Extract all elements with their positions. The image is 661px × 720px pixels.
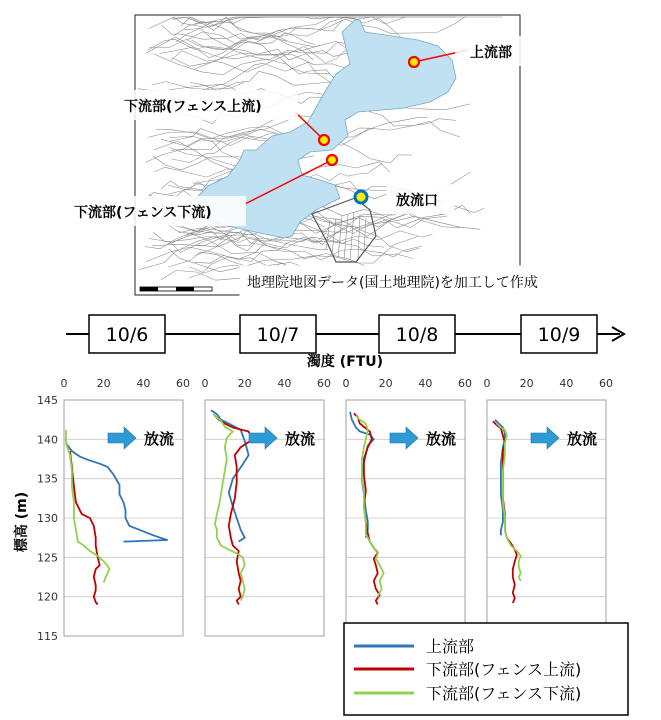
x-tick-label: 40 — [136, 377, 151, 390]
series-line-fence-up — [70, 451, 100, 604]
marker-fence-up — [319, 135, 329, 145]
map-credit: 地理院地図データ(国土地理院)を加工して作成 — [247, 275, 538, 291]
x-tick-label: 0 — [201, 377, 209, 390]
map-scale-bar — [140, 287, 212, 291]
map-label-fence-down: 下流部(フェンス下流) — [74, 205, 212, 221]
chart-title: 濁度 (FTU) — [306, 354, 384, 370]
marker-fence-down — [327, 155, 337, 165]
legend-label-fence-up: 下流部(フェンス上流) — [426, 660, 582, 679]
series-line-fence-down — [213, 414, 245, 600]
y-axis-label: 標高 (m) — [14, 491, 30, 553]
panel-1 — [37, 377, 190, 643]
y-tick-label: 135 — [37, 472, 58, 486]
x-tick-label: 20 — [237, 377, 252, 390]
map-label-outlet: 放流口 — [396, 193, 438, 209]
x-tick-label: 60 — [176, 377, 190, 390]
release-label: 放流 — [567, 430, 598, 448]
series-line-fence-up — [354, 413, 380, 604]
release-arrow-icon — [390, 427, 418, 449]
legend-label-upstream: 上流部 — [426, 637, 475, 656]
chart-panels — [37, 377, 613, 643]
date-label-3: 10/8 — [395, 324, 439, 346]
y-tick-label: 115 — [37, 630, 58, 643]
y-tick-label: 125 — [37, 551, 58, 565]
y-tick-label: 145 — [37, 394, 58, 407]
x-tick-label: 60 — [599, 377, 613, 390]
x-tick-label: 0 — [60, 377, 68, 390]
x-tick-label: 20 — [96, 377, 111, 390]
legend — [344, 623, 628, 715]
y-tick-label: 130 — [37, 512, 58, 525]
panel-3 — [343, 377, 473, 636]
x-tick-label: 40 — [277, 377, 292, 390]
release-label: 放流 — [285, 430, 316, 448]
x-tick-label: 0 — [342, 377, 350, 390]
release-arrow-icon — [531, 427, 559, 449]
x-tick-label: 60 — [317, 377, 331, 390]
series-line-fence-down — [66, 430, 110, 583]
series-line-upstream — [66, 443, 167, 541]
panel-4 — [484, 377, 614, 636]
marker-outlet — [355, 191, 367, 203]
release-arrow-icon — [249, 427, 277, 449]
legend-label-fence-down: 下流部(フェンス下流) — [426, 684, 582, 703]
marker-upstream — [409, 57, 419, 67]
timeline — [66, 315, 624, 353]
x-tick-label: 60 — [458, 377, 472, 390]
map — [66, 15, 538, 295]
release-label: 放流 — [426, 430, 457, 448]
date-label-2: 10/7 — [256, 324, 300, 346]
x-tick-label: 20 — [378, 377, 393, 390]
y-tick-label: 120 — [37, 590, 58, 604]
release-label: 放流 — [144, 430, 175, 448]
x-tick-label: 40 — [418, 377, 433, 390]
map-label-upstream: 上流部 — [470, 45, 512, 61]
x-tick-label: 0 — [483, 377, 491, 390]
x-tick-label: 20 — [519, 377, 534, 390]
panel-2 — [202, 377, 332, 636]
x-tick-label: 40 — [559, 377, 574, 390]
date-label-4: 10/9 — [537, 324, 581, 346]
y-tick-label: 140 — [37, 433, 58, 447]
date-label-1: 10/6 — [105, 324, 149, 346]
release-arrow-icon — [108, 427, 136, 449]
map-label-fence-up: 下流部(フェンス上流) — [124, 99, 262, 115]
